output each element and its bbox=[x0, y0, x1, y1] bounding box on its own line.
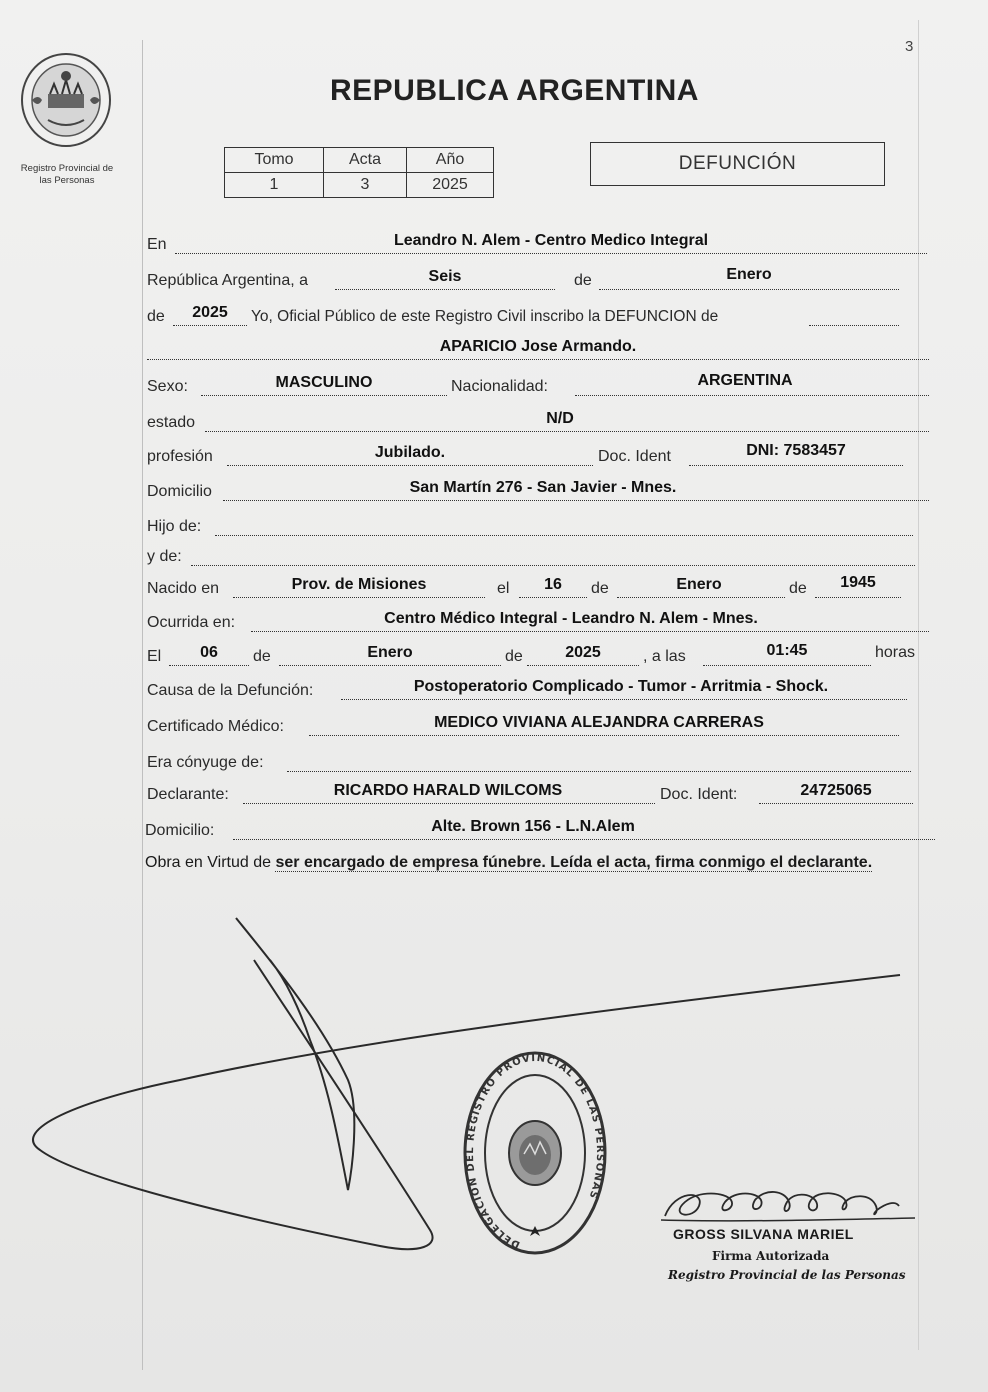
domicilio2-value: Alte. Brown 156 - L.N.Alem bbox=[431, 818, 635, 835]
row-nacido bbox=[147, 574, 932, 600]
nacionalidad-dotline bbox=[575, 395, 929, 396]
value-anio: 2025 bbox=[407, 173, 494, 198]
el-label: el bbox=[497, 580, 510, 597]
obra-label: Obra en Virtud de bbox=[145, 854, 272, 871]
def-anio-dotline bbox=[527, 665, 639, 666]
hora-dotline bbox=[703, 665, 871, 666]
row-declarante bbox=[147, 780, 932, 806]
record-table bbox=[224, 147, 494, 198]
def-dia-dotline bbox=[169, 665, 249, 666]
estado-value: N/D bbox=[546, 410, 574, 427]
deceased-name: APARICIO Jose Armando. bbox=[439, 338, 637, 355]
row-yde bbox=[147, 542, 932, 568]
mes-value: Enero bbox=[726, 266, 772, 283]
page-number: 3 bbox=[905, 38, 914, 55]
province-seal-icon bbox=[18, 48, 114, 148]
de6-label: de bbox=[505, 648, 523, 665]
ocurrida-dotline bbox=[251, 631, 929, 632]
row-profesion bbox=[147, 442, 932, 468]
obra-value: ser encargado de empresa fúnebre. Leída el acta, firma conmigo el declarante. bbox=[275, 854, 873, 871]
signer-registry: Registro Provincial de las Personas bbox=[668, 1268, 906, 1282]
de5-label: de bbox=[253, 648, 271, 665]
domicilio-dotline bbox=[223, 500, 929, 501]
profesion-dotline bbox=[227, 465, 593, 466]
certificado-value: MEDICO VIVIANA ALEJANDRA CARRERAS bbox=[434, 714, 764, 731]
nac-mes-dotline bbox=[617, 597, 785, 598]
nac-mes-value: Enero bbox=[676, 576, 722, 593]
nac-dia-dotline bbox=[519, 597, 587, 598]
yde-dotline bbox=[191, 565, 915, 566]
nacido-value: Prov. de Misiones bbox=[291, 576, 427, 593]
alas-label: , a las bbox=[643, 648, 686, 665]
estado-label: estado bbox=[147, 414, 196, 431]
dia-value: Seis bbox=[428, 268, 462, 285]
causa-label: Causa de la Defunción: bbox=[147, 682, 314, 699]
sexo-label: Sexo: bbox=[147, 378, 188, 395]
declarante-dotline bbox=[243, 803, 655, 804]
ocurrida-label: Ocurrida en: bbox=[147, 614, 236, 631]
document-type-box: DEFUNCIÓN bbox=[590, 142, 885, 186]
anio-value: 2025 bbox=[192, 304, 228, 321]
row-causa bbox=[147, 676, 932, 702]
doc2-dotline bbox=[759, 803, 913, 804]
de2-label: de bbox=[147, 308, 165, 325]
en-dotline bbox=[175, 253, 927, 254]
anio-dotline bbox=[173, 325, 247, 326]
profesion-value: Jubilado. bbox=[374, 444, 446, 461]
row-certificado bbox=[147, 712, 932, 738]
row-nombre bbox=[147, 336, 932, 362]
sexo-value: MASCULINO bbox=[275, 374, 373, 391]
domicilio-value: San Martín 276 - San Javier - Mnes. bbox=[409, 479, 677, 496]
dia-dotline bbox=[335, 289, 555, 290]
certificado-label: Certificado Médico: bbox=[147, 718, 284, 735]
header-anio: Año bbox=[407, 148, 494, 173]
obra-paragraph bbox=[145, 850, 935, 875]
signer-role: Firma Autorizada bbox=[712, 1249, 830, 1263]
doc2-value: 24725065 bbox=[800, 782, 872, 799]
row-anio bbox=[147, 302, 932, 328]
def-anio-value: 2025 bbox=[565, 644, 601, 661]
conyuge-label: Era cónyuge de: bbox=[147, 754, 264, 771]
page-title: REPUBLICA ARGENTINA bbox=[330, 74, 699, 107]
ocurrida-value: Centro Médico Integral - Leandro N. Alem - Mnes. bbox=[384, 610, 758, 627]
value-tomo: 1 bbox=[225, 173, 324, 198]
estado-dotline bbox=[205, 431, 929, 432]
left-margin-line bbox=[142, 40, 143, 1370]
causa-dotline bbox=[341, 699, 907, 700]
nac-anio-dotline bbox=[815, 597, 901, 598]
row-en bbox=[147, 230, 932, 256]
yde-label: y de: bbox=[147, 548, 182, 565]
yo-dotline bbox=[809, 325, 899, 326]
hijo-dotline bbox=[215, 535, 913, 536]
row-fecha-defuncion bbox=[147, 642, 932, 668]
domicilio-label: Domicilio bbox=[147, 483, 212, 500]
def-dia-value: 06 bbox=[200, 644, 218, 661]
row-sexo bbox=[147, 372, 932, 398]
stamp-ring-text: DELEGACION DEL REGISTRO PROVINCIAL DE LAS PERSONAS bbox=[464, 1052, 606, 1250]
declarante-value: RICARDO HARALD WILCOMS bbox=[333, 782, 563, 799]
registry-line2: las Personas bbox=[39, 175, 95, 186]
header-tomo: Tomo bbox=[225, 148, 324, 173]
nacido-label: Nacido en bbox=[147, 580, 220, 597]
mes-dotline bbox=[599, 289, 899, 290]
de3-label: de bbox=[591, 580, 609, 597]
nombre-dotline bbox=[147, 359, 929, 360]
doc-ident-label: Doc. Ident bbox=[598, 448, 671, 465]
registry-label bbox=[0, 163, 134, 187]
yo-text: Yo, Oficial Público de este Registro Civil inscribo la DEFUNCION de bbox=[251, 308, 719, 325]
el2-label: El bbox=[147, 648, 162, 665]
row-domicilio2 bbox=[147, 816, 932, 842]
value-acta: 3 bbox=[324, 173, 407, 198]
nacionalidad-label: Nacionalidad: bbox=[451, 378, 548, 395]
sexo-dotline bbox=[201, 395, 447, 396]
horas-label: horas bbox=[875, 644, 916, 661]
causa-value: Postoperatorio Complicado - Tumor - Arritmia - Shock. bbox=[413, 678, 829, 695]
signer-name: GROSS SILVANA MARIEL bbox=[673, 1226, 854, 1242]
doc-ident-value: DNI: 7583457 bbox=[746, 442, 846, 459]
de-label: de bbox=[574, 272, 592, 289]
row-estado bbox=[147, 408, 932, 434]
en-value: Leandro N. Alem - Centro Medico Integral bbox=[393, 232, 709, 249]
conyuge-dotline bbox=[287, 771, 911, 772]
header-acta: Acta bbox=[324, 148, 407, 173]
nacido-dotline bbox=[233, 597, 485, 598]
certificado-dotline bbox=[309, 735, 899, 736]
doc-ident-dotline bbox=[689, 465, 903, 466]
row-hijo bbox=[147, 512, 932, 538]
def-mes-value: Enero bbox=[367, 644, 413, 661]
nac-dia-value: 16 bbox=[544, 576, 562, 593]
doc2-label: Doc. Ident: bbox=[660, 786, 738, 803]
republica-label: República Argentina, a bbox=[147, 272, 308, 289]
declarante-label: Declarante: bbox=[147, 786, 229, 803]
row-conyuge bbox=[147, 748, 932, 774]
official-stamp-icon bbox=[460, 1050, 610, 1260]
registry-line1: Registro Provincial de bbox=[20, 163, 114, 174]
def-mes-dotline bbox=[279, 665, 501, 666]
domicilio2-label: Domicilio: bbox=[145, 822, 215, 839]
row-domicilio bbox=[147, 477, 932, 503]
nacionalidad-value: ARGENTINA bbox=[697, 372, 793, 389]
profesion-label: profesión bbox=[147, 448, 213, 465]
row-ocurrida bbox=[147, 608, 932, 634]
hora-value: 01:45 bbox=[766, 642, 808, 659]
de4-label: de bbox=[789, 580, 807, 597]
en-label: En bbox=[147, 236, 167, 253]
domicilio2-dotline bbox=[233, 839, 935, 840]
row-republica bbox=[147, 266, 932, 292]
nac-anio-value: 1945 bbox=[840, 574, 876, 591]
hijo-label: Hijo de: bbox=[147, 518, 202, 535]
